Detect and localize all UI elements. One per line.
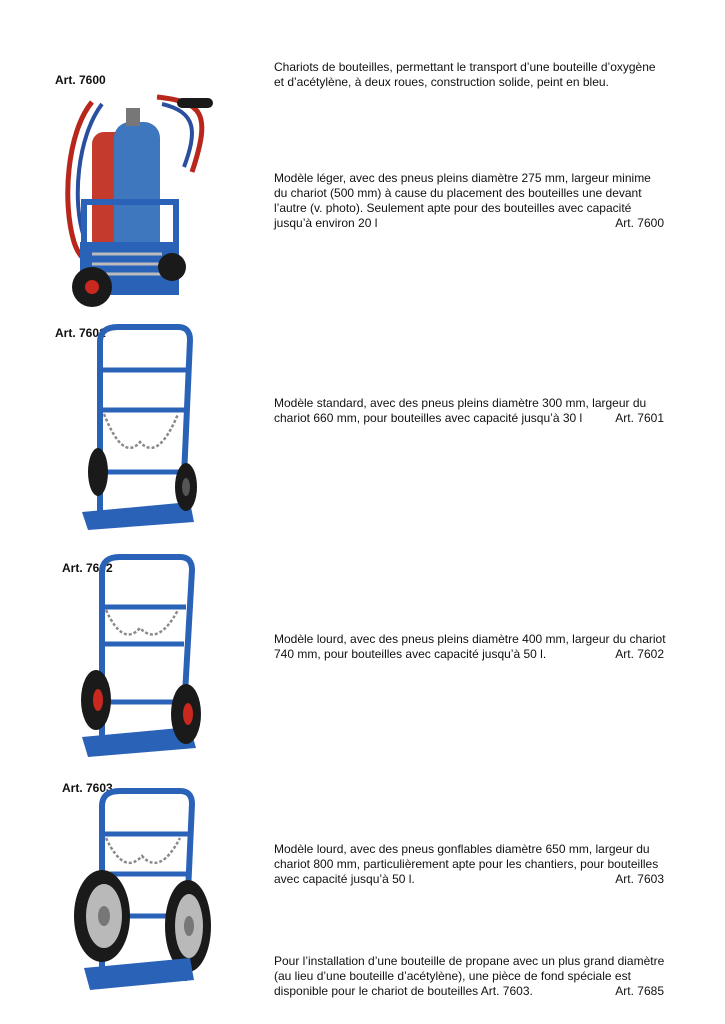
accessory-text-last-line <box>274 984 664 999</box>
intro-line: et d’acétylène, à deux roues, construction solide, peint en bleu. <box>274 75 609 89</box>
accessory-paragraph-7685 <box>274 954 674 999</box>
article-text-line: Modèle lourd, avec des pneus gonflables diamètre 650 mm, largeur du <box>274 842 650 856</box>
accessory-text-line: disponible pour le chariot de bouteilles Art. 7603. <box>274 984 533 998</box>
article-reference: Art. 7600 <box>615 216 664 230</box>
article-text-line: Modèle léger, avec des pneus pleins diamètre 275 mm, largeur minime <box>274 171 651 185</box>
article-reference: Art. 7601 <box>615 411 664 425</box>
article-text-line: Modèle standard, avec des pneus pleins diamètre 300 mm, largeur du <box>274 396 647 410</box>
article-reference: Art. 7603 <box>615 872 664 886</box>
article-paragraph-7602 <box>274 632 674 662</box>
intro-paragraph <box>274 60 674 90</box>
article-label-7603: Art. 7603 <box>62 781 113 795</box>
article-text-line: chariot 660 mm, pour bouteilles avec capacité jusqu’à 30 l <box>274 411 583 425</box>
article-paragraph-7601 <box>274 396 674 426</box>
product-image-7603 <box>72 786 212 996</box>
article-text-last-line <box>274 216 664 231</box>
intro-line: Chariots de bouteilles, permettant le transport d’une bouteille d’oxygène <box>274 60 656 74</box>
article-text-line: jusqu’à environ 20 l <box>274 216 378 230</box>
article-text-last-line <box>274 647 664 662</box>
accessory-reference: Art. 7685 <box>615 984 664 998</box>
article-label-7600: Art. 7600 <box>55 73 106 87</box>
accessory-text-line: (au lieu d’une bouteille d’acétylène), une pièce de fond spéciale est <box>274 969 631 983</box>
article-text-line: l’autre (v. photo). Seulement apte pour des bouteilles avec capacité <box>274 201 632 215</box>
article-paragraph-7603 <box>274 842 674 887</box>
accessory-text-line: Pour l’installation d’une bouteille de propane avec un plus grand diamètre <box>274 954 665 968</box>
article-label-7601: Art. 7601 <box>55 326 106 340</box>
article-text-last-line <box>274 872 664 887</box>
article-text-line: Modèle lourd, avec des pneus pleins diamètre 400 mm, largeur du chariot <box>274 632 666 646</box>
article-text-line: avec capacité jusqu’à 50 l. <box>274 872 415 886</box>
article-reference: Art. 7602 <box>615 647 664 661</box>
article-text-line: du chariot (500 mm) à cause du placement des bouteilles une devant <box>274 186 642 200</box>
article-text-line: chariot 800 mm, particulièrement apte pour les chantiers, pour bouteilles <box>274 857 659 871</box>
product-image-7601 <box>78 322 203 532</box>
product-image-7602 <box>78 552 203 762</box>
article-text-last-line <box>274 411 664 426</box>
article-text-line: 740 mm, pour bouteilles avec capacité jusqu’à 50 l. <box>274 647 547 661</box>
product-image-7600 <box>62 92 222 316</box>
article-paragraph-7600 <box>274 171 674 231</box>
article-label-7602: Art. 7602 <box>62 561 113 575</box>
